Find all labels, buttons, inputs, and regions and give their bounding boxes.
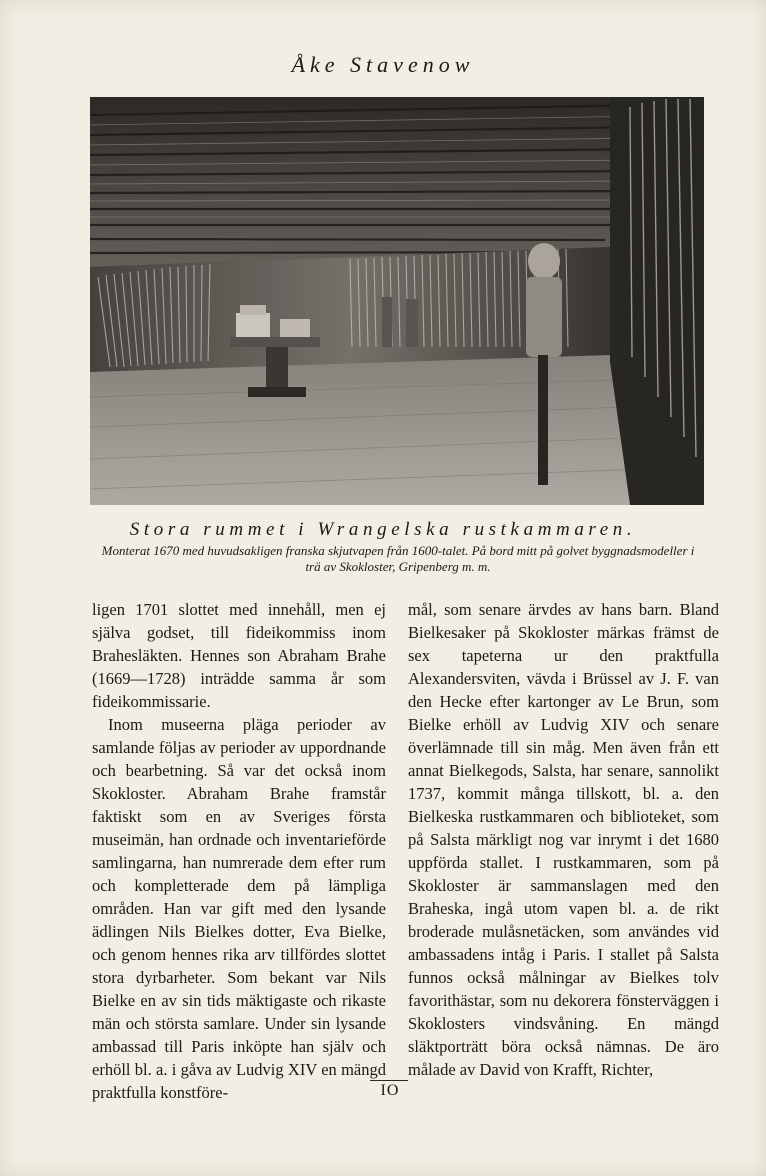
plate-caption-text: Monterat 1670 med huvudsakligen franska skjutvapen från 1600-talet. På bord mitt på golvet byggnadsmodeller i trä av Skokloster, Gripenberg m. m.	[101, 543, 695, 574]
running-head: Åke Stavenow	[291, 52, 475, 77]
armoury-hall-photograph	[90, 97, 704, 505]
left-paragraph-2: Inom museerna pläga perioder av samlande följas av perioder av uppordnande och bearbetning. Så var det också inom Skokloster. Abraham Brahe framstår faktiskt som en av Sveriges första museimän, han ordnade och inventarieförde samlingarna, han numrerade dem efter rum och kompletterade dem på lämpliga områden. Han var gift med den lysande ädlingen Nils Bielkes dotter, Eva Bielke, och genom hennes rika arv tillfördes slottet stora dyrbarheter. Som bekant var Nils Bielke en av sin tids mäktigaste och rikaste män och största samlare. Under sin lysande ambassad till Paris inköpte han själv och erhöll bl. a. i gåva av Ludvig XIV en mängd praktfulla konstföre-	[92, 715, 386, 1102]
photograph-drawing	[90, 97, 704, 505]
folio-rule	[370, 1080, 408, 1081]
left-paragraph-1: ligen 1701 slottet med innehåll, men ej själva godset, till fideikommiss inom Brahesläkten. Hennes son Abraham Brahe (1669—1728) inträdde samma år som fideikommissarie.	[92, 600, 386, 711]
left-column	[92, 598, 386, 1104]
right-paragraph-1: mål, som senare ärvdes av hans barn. Bland Bielkesaker på Skokloster märkas främst de sex tapeterna ur den praktfulla Alexandersviten, vävda i Brüssel av J. F. van den Hecke efter kartonger av Le Brun, som Bielke erhöll av Ludvig XIV och senare överlämnade till sin måg. Men även från ett annat Bielkegods, Salsta, har senare, sannolikt 1737, kommit många tillskott, bl. a. den Bielkeska rustkammaren och biblioteket, som på Salsta märkligt nog var inrymt i det 1680 uppförda stallet. I rustkammaren, som på Skokloster är sammanslagen med den Braheska, ingå utom vapen bl. a. de rikt broderade mulåsnetäcken, som användes vid ambassadens intåg i Paris. I stallet på Salsta funnos också målningar av Bielkes tolv favorithästar, som nu dekorera fönsterväggen i Skoklosters vindsvåning. En mängd släktporträtt böra också nämnas. De äro målade av David von Krafft, Richter,	[408, 600, 719, 1079]
right-column	[408, 598, 719, 1081]
plate-caption-title: Stora rummet i Wrangelska rustkammaren.	[129, 519, 637, 540]
page-number: IO	[380, 1082, 400, 1099]
